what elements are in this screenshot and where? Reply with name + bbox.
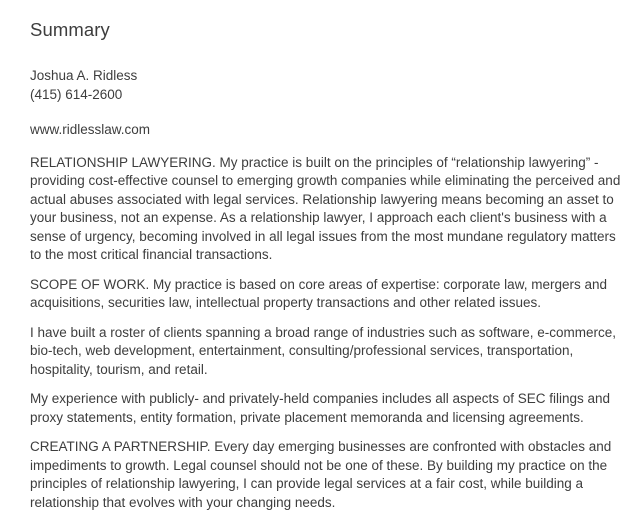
summary-content <box>30 19 627 512</box>
page-title: Summary <box>30 19 110 40</box>
contact-website: www.ridlesslaw.com <box>30 122 151 137</box>
paragraph-relationship-lawyering: RELATIONSHIP LAWYERING. My practice is built on the principles of “relationship lawyering” - providing cost-effective counsel to emerging growth companies while eliminating the perceived and actual abuses associated with legal services. Relationship lawyering means becoming an asset to your business, not an expense. As a relationship lawyer, I approach each client's business with a sense of urgency, becoming involved in all legal issues from the most mundane regulatory matters to the most critical financial transactions. <box>30 154 621 262</box>
paragraph-creating-a-partnership: CREATING A PARTNERSHIP. Every day emerging businesses are confronted with obstacles and impediments to growth. Legal counsel should not be one of these. By building my practice on the principles of relationship lawyering, I can provide legal services at a fair cost, while building a relationship that evolves with your changing needs. <box>30 439 612 510</box>
contact-phone: (415) 614-2600 <box>30 86 123 102</box>
paragraph-client-roster: I have built a roster of clients spanning a broad range of industries such as software, e-commerce, bio-tech, web development, entertainment, consulting/professional services, transportation, hospitality, tourism, and retail. <box>30 324 617 377</box>
contact-block <box>30 67 627 104</box>
contact-name: Joshua A. Ridless <box>30 68 138 83</box>
paragraph-scope-of-work: SCOPE OF WORK. My practice is based on core areas of expertise: corporate law, mergers and acquisitions, securities law, intellectual property transactions and other related issues. <box>30 276 607 310</box>
paragraph-experience: My experience with publicly- and privately-held companies includes all aspects of SEC filings and proxy statements, entity formation, private placement memoranda and licensing agreements. <box>30 391 611 425</box>
